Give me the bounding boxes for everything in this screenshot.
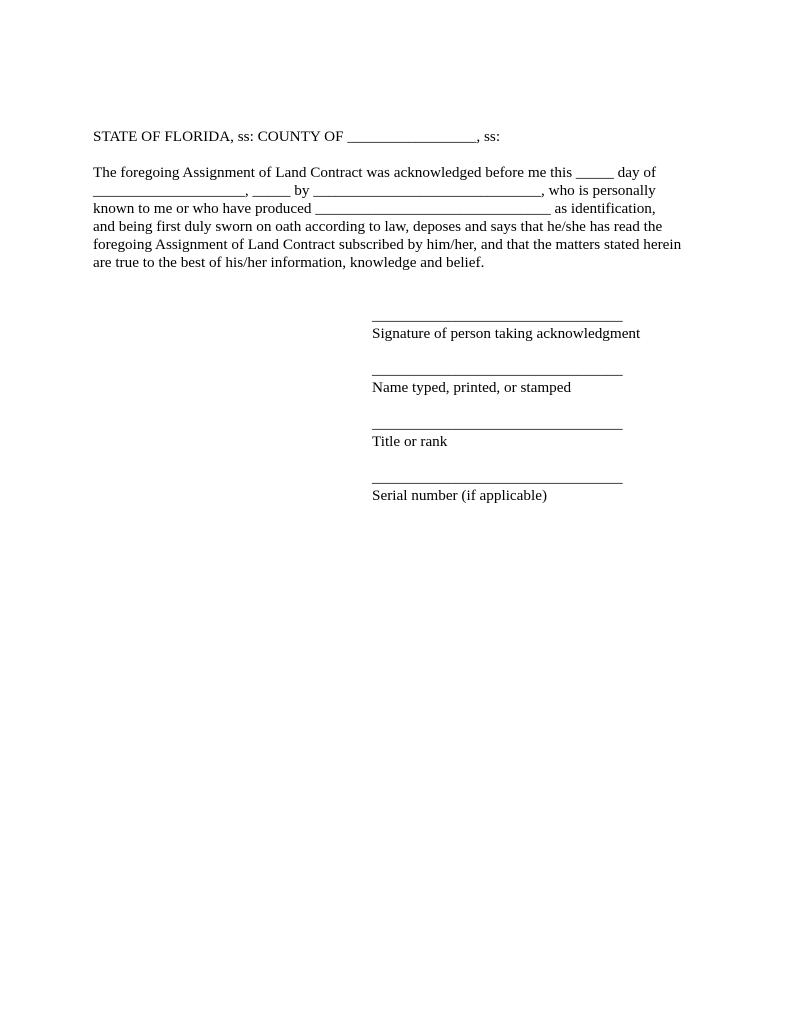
signature-line: _________________________________	[372, 361, 623, 378]
paragraph-line: The foregoing Assignment of Land Contract was acknowledged before me this _____ day of	[93, 164, 657, 181]
acknowledgment-paragraph	[93, 164, 733, 272]
signature-line: _________________________________	[372, 415, 623, 432]
paragraph-line: ____________________, _____ by ______________________________, who is personally	[93, 182, 656, 199]
signature-caption: Title or rank	[372, 433, 448, 450]
signature-line: _________________________________	[372, 469, 623, 486]
paragraph-line: foregoing Assignment of Land Contract subscribed by him/her, and that the matters stated herein	[93, 236, 682, 253]
paragraph-line: are true to the best of his/her information, knowledge and belief.	[93, 254, 485, 271]
signature-block-title	[372, 415, 672, 451]
signature-caption: Serial number (if applicable)	[372, 487, 548, 504]
signature-block-name	[372, 361, 672, 397]
signature-block-serial	[372, 469, 672, 505]
venue-heading: STATE OF FLORIDA, ss: COUNTY OF _________________, ss:	[93, 128, 501, 145]
paragraph-line: and being first duly sworn on oath according to law, deposes and says that he/she has read the	[93, 218, 663, 235]
signature-caption: Signature of person taking acknowledgment	[372, 325, 641, 342]
signature-block-signature	[372, 307, 672, 343]
paragraph-line: known to me or who have produced _______________________________ as identification,	[93, 200, 656, 217]
signature-caption: Name typed, printed, or stamped	[372, 379, 572, 396]
signature-line: _________________________________	[372, 307, 623, 324]
